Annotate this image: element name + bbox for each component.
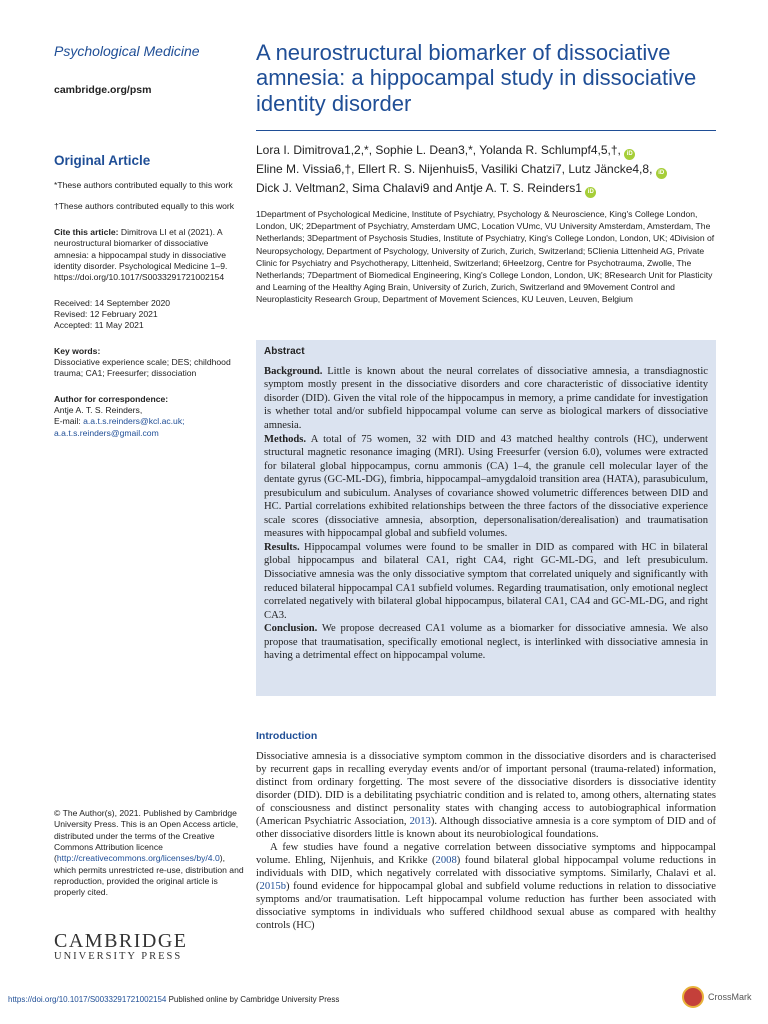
abstract-conclusion: Conclusion. We propose decreased CA1 volume as a biomarker for dissociative amnesia. We also propose that traumatisation, specifically emotional neglect, is interlinked with dissociative amnesia in having a detrimental effect on hippocampal volume.: [264, 623, 708, 662]
abstract-box: [256, 340, 716, 696]
equal-contribution-note-1: *These authors contributed equally to this work: [54, 180, 233, 191]
accepted-date: Accepted: 11 May 2021: [54, 320, 144, 331]
article-type: Original Article: [54, 153, 151, 169]
orcid-icon[interactable]: iD: [585, 187, 596, 198]
correspondence-label: Author for correspondence:: [54, 393, 169, 404]
license-link[interactable]: http://creativecommons.org/licenses/by/4.0: [56, 853, 220, 864]
abstract-heading: Abstract: [264, 346, 305, 357]
abstract-methods: Methods. A total of 75 women, 32 with DID and 43 matched healthy controls (HC), underwent structural magnetic resonance imaging (MRI). Using Freesurfer (version 6.0), volumes were extracted for bilateral global hippocampus, cornu ammonis (CA) 1–4, the granule cell molecular layer of the dentate gyrus (GC-ML-DG), fimbria, hippocampal–amygdaloid transition area (HATA), parasubiculum, presubiculum and subiculum. Analyses of covariance showed volumetric differences between DID and HC. Partial correlations exhibited relationships between the three factors of the dissociative experience scale scores (dissociative amnesia, absorption, depersonalisation/derealisation) and traumatisation measures with hippocampal global and subfield volumes.: [264, 433, 708, 540]
introduction-heading: Introduction: [256, 730, 318, 742]
title-divider: [256, 130, 716, 131]
page-footer: [8, 995, 339, 1004]
cite-text: Dimitrova LI et al (2021). A neurostructural biomarker of dissociative amnesia: a hippocampal study in dissociative identity disorder. Psychological Medicine 1–9. https://doi.org/10.1017/S0033291721002154: [54, 226, 228, 283]
correspondence-email: [54, 416, 244, 427]
dates-block: [54, 298, 244, 332]
ref-link[interactable]: 2015b: [259, 881, 287, 893]
cambridge-logo: CAMBRIDGE UNIVERSITY PRESS: [54, 930, 188, 962]
received-date: Received: 14 September 2020: [54, 297, 171, 308]
crossmark-icon: [682, 986, 704, 1008]
ref-link[interactable]: 2008: [435, 855, 457, 867]
orcid-icon[interactable]: iD: [656, 168, 667, 179]
intro-paragraph-2: A few studies have found a negative correlation between dissociative symptoms and hippocampal volume. Ehling, Nijenhuis, and Krikke (2008) found bilateral global hippocampal volume reductions in individuals with DID, which negatively correlated with dissociative symptoms. Similarly, Chalavi et al. (2015b) found evidence for hippocampal global and subfield volume reductions in relation to dissociative symptoms and/or traumatisation. Left hippocampal volume reduction has further been associated with dissociative symptoms in individuals who suffered childhood sexual abuse as compared with healthy controls (HC): [256, 842, 717, 932]
left-sidebar: [54, 38, 244, 439]
author-line-3: Dick J. Veltman2, Sima Chalavi9 and Antje A. T. S. Reinders1 iD: [256, 179, 716, 198]
doi-link[interactable]: https://doi.org/10.1017/S0033291721002154: [8, 995, 167, 1004]
article-header: [256, 40, 716, 306]
published-online: Published online by Cambridge University Press: [168, 995, 340, 1004]
revised-date: Revised: 12 February 2021: [54, 308, 158, 319]
cite-label: Cite this article:: [54, 226, 119, 237]
author-line-1: Lora I. Dimitrova1,2,*, Sophie L. Dean3,*, Yolanda R. Schlumpf4,5,†, iD: [256, 141, 716, 160]
journal-name: Psychological Medicine: [54, 43, 200, 59]
affiliations: 1Department of Psychological Medicine, Institute of Psychiatry, Psychology & Neuroscience, King's College London, London, UK; 2Department of Psychiatry, Amsterdam UMC, Location VUmc, VU University Amsterdam, Amsterdam, The Netherlands; 3Department of Psychosis Studies, Institute of Psychiatry, King's College London, London, UK; 4Division of Neuropsychology, Department of Psychology, University of Zurich, Zurich, Switzerland; 5Clienia Littenheid AG, Private Clinic for Psychiatry and Psychotherapy, Littenheid, Switzerland; 6Heelzorg, Centre for Psychotrauma, Zwolle, The Netherlands; 7Department of Biomedical Engineering, King's College London, London, UK; 8Research Unit for Plasticity and Learning of the Healthy Aging Brain, University of Zurich, Zurich, Switzerland and 9Movement Control and Neuroplasticity Research Group, Department of Movement Sciences, KU Leuven, Leuven, Belgium: [256, 208, 715, 305]
author-line-2: Eline M. Vissia6,†, Ellert R. S. Nijenhuis5, Vasiliki Chatzi7, Lutz Jäncke4,8, iD: [256, 160, 716, 179]
crossmark-badge[interactable]: CrossMark: [682, 986, 752, 1008]
keywords-text: Dissociative experience scale; DES; childhood trauma; CA1; Freesurfer; dissociation: [54, 356, 231, 379]
keywords-label: Key words:: [54, 345, 101, 356]
author-list: [256, 141, 716, 198]
correspondence-name: Antje A. T. S. Reinders,: [54, 404, 143, 415]
orcid-icon[interactable]: iD: [624, 149, 635, 160]
abstract-results: Results. Hippocampal volumes were found to be smaller in DID as compared with HC in bilateral global hippocampus and bilateral CA1, right CA4, right GC-ML-DG, and left presubiculum. Dissociative amnesia was the only dissociative symptom that correlated uniquely and significantly with reduced bilateral hippocampal CA1 subfield volumes. Regarding traumatisation, only emotional neglect correlated negatively with bilateral global hippocampus, bilateral CA1, CA4 and GC-ML-DG, and right CA3.: [264, 541, 708, 621]
email-link-2[interactable]: a.a.t.s.reinders@gmail.com: [54, 427, 159, 438]
email-link-1[interactable]: a.a.t.s.reinders@kcl.ac.uk;: [83, 416, 185, 427]
intro-paragraph-1: Dissociative amnesia is a dissociative symptom common in the dissociative disorders and is characterised by recurrent gaps in recalling everyday events and/or of important personal (trauma-related) information, distinct from ordinary forgetting. The most severe of the dissociative disorders is dissociative identity disorder (DID). DID is a debilitating psychiatric condition and is related to, among others, alternating states of consciousness and distinct personality states with changing access to autobiographical information (American Psychiatric Association, 2013). Although dissociative amnesia is a core symptom of DID and of other dissociative disorders little is known about its neurobiological foundations.: [256, 751, 716, 841]
equal-contribution-note-2: †These authors contributed equally to this work: [54, 201, 235, 212]
email-label: E-mail:: [54, 416, 81, 427]
citation-block: [54, 227, 244, 284]
article-title: A neurostructural biomarker of dissociative amnesia: a hippocampal study in dissociative identity disorder: [256, 40, 697, 116]
ref-link[interactable]: 2013: [409, 816, 431, 828]
copyright-notice: © The Author(s), 2021. Published by Cambridge University Press. This is an Open Access article, distributed under the terms of the Creative Commons Attribution licence (http://creativecommons.org/licenses/by/4.0), which permits unrestricted re-use, distribution and reproduction, provided the original article is properly cited.: [54, 808, 244, 898]
journal-site[interactable]: cambridge.org/psm: [54, 84, 152, 97]
abstract-background: Background. Little is known about the neural correlates of dissociative amnesia, a transdiagnostic symptom mostly present in the dissociative disorders and core characteristic of dissociative identity disorder (DID). Given the vital role of the hippocampus in memory, a prime candidate for investigation is whether total and/or subfield hippocampal volume can serve as biological markers of dissociative amnesia.: [264, 365, 709, 431]
introduction-body: [256, 750, 716, 932]
